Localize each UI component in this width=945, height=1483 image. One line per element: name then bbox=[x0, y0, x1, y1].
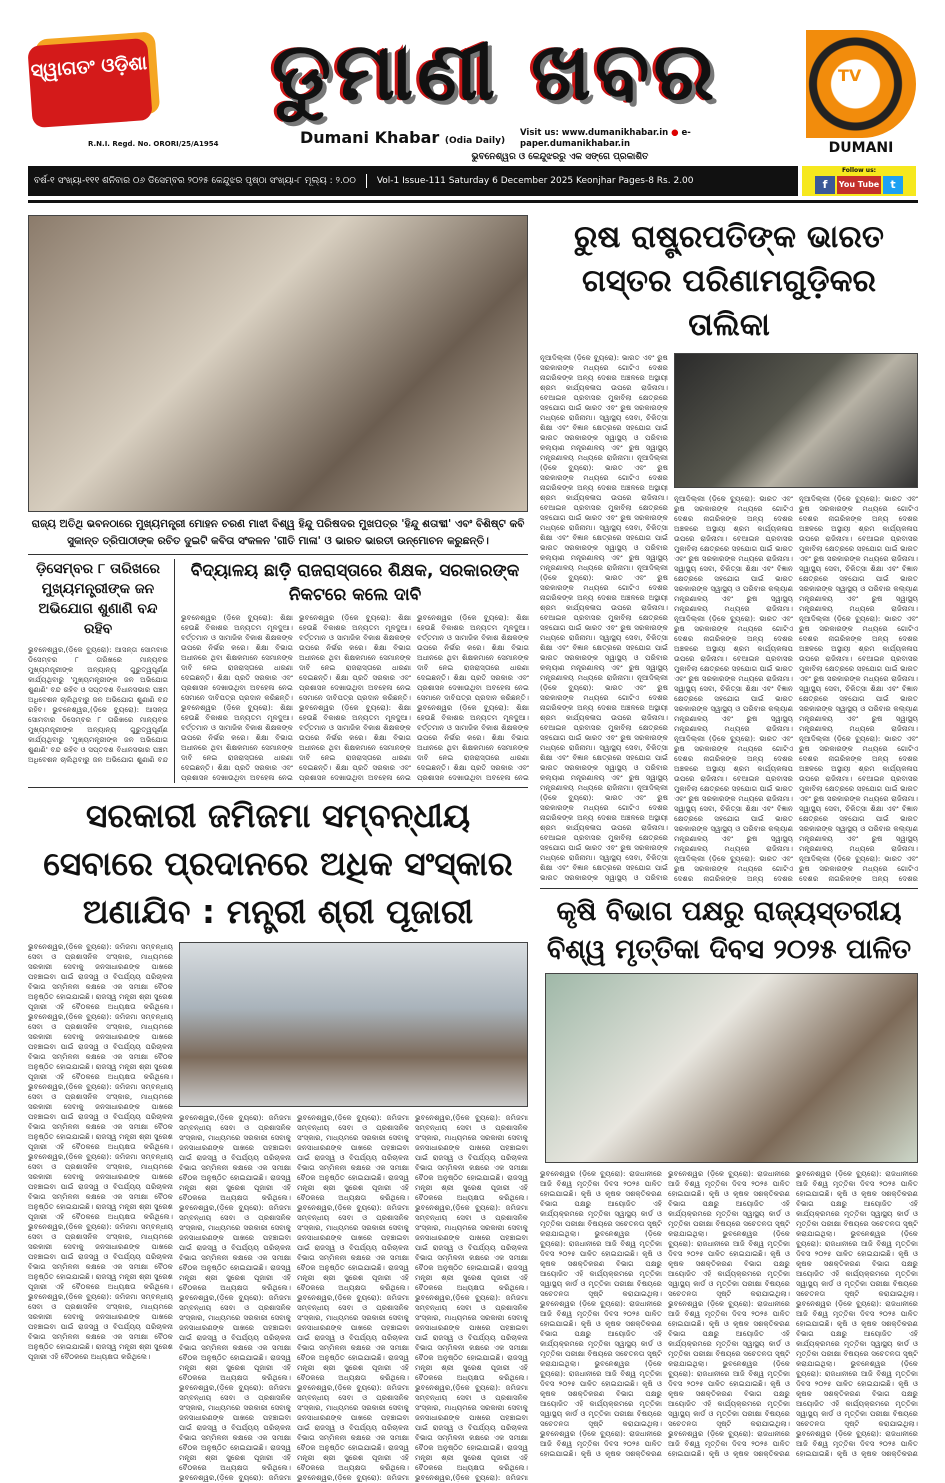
twitter-icon[interactable]: t bbox=[883, 176, 903, 194]
grievance-body: ଭୁବନେଶ୍ୱର,(ଡ଼ିକେ ବ୍ୟୁରୋ): ଆସନ୍ତା ସୋମବାର ଡିସେମ୍ବର ୮ ତାରିଖରେ ମାନ୍ୟବର ମୁଖ୍ୟମନ୍ତ୍ରୀଙ୍କ ଅନ୍ୟାନ୍ୟ ଗୁରୁତ୍ୱପୂର୍ଣ୍ଣ କାର୍ଯ୍ୟଥିବାରୁ 'ମୁଖ୍ୟମନ୍ତ୍ରୀଙ୍କ ଜନ ଅଭିଯୋଗ ଶୁଣାଣି' ବନ୍ଦ ରହିବ ଓ ସପ୍ତଦଶ ବିଧାନସଭାର ପଞ୍ଚମ ଅଧିବେଶନ ଚାଲିଥିବାରୁ ଜନ ଅଭିଯୋଗ ଶୁଣାଣି ବନ୍ଦ ରହିବ। ଭୁବନେଶ୍ୱର,(ଡ଼ିକେ ବ୍ୟୁରୋ): ଆସନ୍ତା ସୋମବାର ଡିସେମ୍ବର ୮ ତାରିଖରେ ମାନ୍ୟବର ମୁଖ୍ୟମନ୍ତ୍ରୀଙ୍କ ଅନ୍ୟାନ୍ୟ ଗୁରୁତ୍ୱପୂର୍ଣ୍ଣ କାର୍ଯ୍ୟଥିବାରୁ 'ମୁଖ୍ୟମନ୍ତ୍ରୀଙ୍କ ଜନ ଅଭିଯୋଗ ଶୁଣାଣି' ବନ୍ଦ ରହିବ ଓ ସପ୍ତଦଶ ବିଧାନସଭାର ପଞ୍ଚମ ଅଧିବେଶନ ଚାଲିଥିବାରୁ ଜନ ଅଭିଯୋଗ ଶୁଣାଣି ବନ୍ଦ bbox=[28, 645, 168, 764]
header-rule bbox=[28, 200, 918, 203]
land-meeting-photo bbox=[179, 942, 528, 1107]
russia-headline: ରୁଷ ରାଷ୍ଟ୍ରପତିଙ୍କ ଭାରତ ଗସ୍ତର ପରିଣାମଗୁଡ଼ିକର ତାଲିକା bbox=[574, 219, 884, 343]
follow-us-box bbox=[802, 166, 916, 196]
masthead-english-name: Dumani Khabar bbox=[300, 128, 440, 147]
teachers-body-col2: ଭୁବନେଶ୍ୱର (ଡ଼ିକେ ବ୍ୟୁରୋ): ଶିକ୍ଷା ହେଉଛି ବିକାଶର ଅନ୍ୟତମ ମୂଳଦୁଆ। ବର୍ତ୍ତମାନ ଓ ସାମାଜିକ ବିକାଶ ଶିକ୍ଷକଙ୍କ ଉପରେ ନିର୍ଭର କରେ। ଶିକ୍ଷା ବିଭାଗ ଅଧୀନରେ ଥିବା ଶିକ୍ଷକମାନେ ସେମାନଙ୍କ ଦାବି ନେଇ ରାଜରାସ୍ତାରେ ଧାରଣା ଦେଇଛନ୍ତି। ଶିକ୍ଷା ପ୍ରତି ସରକାର ଏବଂ ପ୍ରଶାସନ ଦେଖାଉଥିବା ଅବହେଳା ନେଇ ସେମାନେ ଦାବିପତ୍ର ପ୍ରଦାନ କରିଛନ୍ତି। ଭୁବନେଶ୍ୱର (ଡ଼ିକେ ବ୍ୟୁରୋ): ଶିକ୍ଷା ହେଉଛି ବିକାଶର ଅନ୍ୟତମ ମୂଳଦୁଆ। ବର୍ତ୍ତମାନ ଓ ସାମାଜିକ ବିକାଶ ଶିକ୍ଷକଙ୍କ ଉପରେ ନିର୍ଭର କରେ। ଶିକ୍ଷା ବିଭାଗ ଅଧୀନରେ ଥିବା ଶିକ୍ଷକମାନେ ସେମାନଙ୍କ ଦାବି ନେଇ ରାଜରାସ୍ତାରେ ଧାରଣା ଦେଇଛନ୍ତି। ଶିକ୍ଷା ପ୍ରତି ସରକାର ଏବଂ ପ୍ରଶାସନ ଦେଖାଉଥିବା ଅବହେଳା ନେଇ bbox=[299, 613, 411, 782]
bullet-icon: ● bbox=[671, 128, 679, 138]
land-headline: ସରକାରୀ ଜମିଜମା ସମ୍ବନ୍ଧୀୟ ସେବାରେ ପ୍ରଦାନରେ ଅଧିକ ସଂସ୍କାର ଅଣାଯିବ : ମନ୍ତ୍ରୀ ଶ୍ରୀ ପୂଜାରୀ bbox=[43, 796, 513, 931]
lead-photo-book-release bbox=[28, 215, 528, 512]
soil-columns bbox=[540, 1169, 918, 1459]
soil-body-col2: ଭୁବନେଶ୍ୱର (ଡ଼ିକେ ବ୍ୟୁରୋ): ରାଜଧାନୀରେ ଆଜି ବିଶ୍ୱ ମୃତ୍ତିକା ଦିବସ ୨୦୨୫ ପାଳିତ ହୋଇଯାଇଛି। କୃଷି ଓ କୃଷକ ସଶକ୍ତିକରଣ ବିଭାଗ ପକ୍ଷରୁ ଆୟୋଜିତ ଏହି କାର୍ଯ୍ୟକ୍ରମରେ ମୃତ୍ତିକା ସ୍ୱାସ୍ଥ୍ୟ କାର୍ଡ ଓ ମୃତ୍ତିକା ପରୀକ୍ଷା ବିଷୟରେ ସଚେତନତା ସୃଷ୍ଟି କରାଯାଇଥିଲା। ଭୁବନେଶ୍ୱର (ଡ଼ିକେ ବ୍ୟୁରୋ): ରାଜଧାନୀରେ ଆଜି ବିଶ୍ୱ ମୃତ୍ତିକା ଦିବସ ୨୦୨୫ ପାଳିତ ହୋଇଯାଇଛି। କୃଷି ଓ କୃଷକ ସଶକ୍ତିକରଣ ବିଭାଗ ପକ୍ଷରୁ ଆୟୋଜିତ ଏହି କାର୍ଯ୍ୟକ୍ରମରେ ମୃତ୍ତିକା ସ୍ୱାସ୍ଥ୍ୟ କାର୍ଡ ଓ ମୃତ୍ତିକା ପରୀକ୍ଷା ବିଷୟରେ ସଚେତନତା ସୃଷ୍ଟି କରାଯାଇଥିଲା। ଭୁବନେଶ୍ୱର (ଡ଼ିକେ ବ୍ୟୁରୋ): ରାଜଧାନୀରେ ଆଜି ବିଶ୍ୱ ମୃତ୍ତିକା ଦିବସ ୨୦୨୫ ପାଳିତ ହୋଇଯାଇଛି। କୃଷି ଓ କୃଷକ ସଶକ୍ତିକରଣ ବିଭାଗ ପକ୍ଷରୁ ଆୟୋଜିତ ଏହି କାର୍ଯ୍ୟକ୍ରମରେ ମୃତ୍ତିକା ସ୍ୱାସ୍ଥ୍ୟ କାର୍ଡ ଓ ମୃତ୍ତିକା ପରୀକ୍ଷା ବିଷୟରେ ସଚେତନତା ସୃଷ୍ଟି କରାଯାଇଥିଲା। ଭୁବନେଶ୍ୱର (ଡ଼ିକେ ବ୍ୟୁରୋ): ରାଜଧାନୀରେ ଆଜି ବିଶ୍ୱ ମୃତ୍ତିକା ଦିବସ ୨୦୨୫ ପାଳିତ ହୋଇଯାଇଛି। କୃଷି ଓ କୃଷକ ସଶକ୍ତିକରଣ ବିଭାଗ ପକ୍ଷରୁ ଆୟୋଜିତ ଏହି କାର୍ଯ୍ୟକ୍ରମରେ ମୃତ୍ତିକା ସ୍ୱାସ୍ଥ୍ୟ କାର୍ଡ ଓ ମୃତ୍ତିକା ପରୀକ୍ଷା ବିଷୟରେ ସଚେତନତା ସୃଷ୍ଟି କରାଯାଇଥିଲା। ଭୁବନେଶ୍ୱର (ଡ଼ିକେ ବ୍ୟୁରୋ): ରାଜଧାନୀରେ ଆଜି ବିଶ୍ୱ ମୃତ୍ତିକା ଦିବସ ୨୦୨୫ ପାଳିତ ହୋଇଯାଇଛି। କୃଷି ଓ କୃଷକ ସଶକ୍ତିକରଣ bbox=[668, 1169, 790, 1458]
issue-info-odia: ବର୍ଷ-୧ ସଂଖ୍ୟା-୧୧୧ ଶନିବାର ୦୬ ଡିସେମ୍ବର ୨୦୨୫ କେନ୍ଦୁଝର ପୃଷ୍ଠା ସଂଖ୍ୟା-୮ ମୂଲ୍ୟ : ୨.୦୦ bbox=[34, 176, 356, 186]
soil-body-col3: ଭୁବନେଶ୍ୱର (ଡ଼ିକେ ବ୍ୟୁରୋ): ରାଜଧାନୀରେ ଆଜି ବିଶ୍ୱ ମୃତ୍ତିକା ଦିବସ ୨୦୨୫ ପାଳିତ ହୋଇଯାଇଛି। କୃଷି ଓ କୃଷକ ସଶକ୍ତିକରଣ ବିଭାଗ ପକ୍ଷରୁ ଆୟୋଜିତ ଏହି କାର୍ଯ୍ୟକ୍ରମରେ ମୃତ୍ତିକା ସ୍ୱାସ୍ଥ୍ୟ କାର୍ଡ ଓ ମୃତ୍ତିକା ପରୀକ୍ଷା ବିଷୟରେ ସଚେତନତା ସୃଷ୍ଟି କରାଯାଇଥିଲା। ଭୁବନେଶ୍ୱର (ଡ଼ିକେ ବ୍ୟୁରୋ): ରାଜଧାନୀରେ ଆଜି ବିଶ୍ୱ ମୃତ୍ତିକା ଦିବସ ୨୦୨୫ ପାଳିତ ହୋଇଯାଇଛି। କୃଷି ଓ କୃଷକ ସଶକ୍ତିକରଣ ବିଭାଗ ପକ୍ଷରୁ ଆୟୋଜିତ ଏହି କାର୍ଯ୍ୟକ୍ରମରେ ମୃତ୍ତିକା ସ୍ୱାସ୍ଥ୍ୟ କାର୍ଡ ଓ ମୃତ୍ତିକା ପରୀକ୍ଷା ବିଷୟରେ ସଚେତନତା ସୃଷ୍ଟି କରାଯାଇଥିଲା। ଭୁବନେଶ୍ୱର (ଡ଼ିକେ ବ୍ୟୁରୋ): ରାଜଧାନୀରେ ଆଜି ବିଶ୍ୱ ମୃତ୍ତିକା ଦିବସ ୨୦୨୫ ପାଳିତ ହୋଇଯାଇଛି। କୃଷି ଓ କୃଷକ ସଶକ୍ତିକରଣ ବିଭାଗ ପକ୍ଷରୁ ଆୟୋଜିତ ଏହି କାର୍ଯ୍ୟକ୍ରମରେ ମୃତ୍ତିକା ସ୍ୱାସ୍ଥ୍ୟ କାର୍ଡ ଓ ମୃତ୍ତିକା ପରୀକ୍ଷା ବିଷୟରେ ସଚେତନତା ସୃଷ୍ଟି କରାଯାଇଥିଲା। ଭୁବନେଶ୍ୱର (ଡ଼ିକେ ବ୍ୟୁରୋ): ରାଜଧାନୀରେ ଆଜି ବିଶ୍ୱ ମୃତ୍ତିକା ଦିବସ ୨୦୨୫ ପାଳିତ ହୋଇଯାଇଛି। କୃଷି ଓ କୃଷକ ସଶକ୍ତିକରଣ ବିଭାଗ ପକ୍ଷରୁ ଆୟୋଜିତ ଏହି କାର୍ଯ୍ୟକ୍ରମରେ ମୃତ୍ତିକା ସ୍ୱାସ୍ଥ୍ୟ କାର୍ଡ ଓ ମୃତ୍ତିକା ପରୀକ୍ଷା ବିଷୟରେ ସଚେତନତା ସୃଷ୍ଟି କରାଯାଇଥିଲା। ଭୁବନେଶ୍ୱର (ଡ଼ିକେ ବ୍ୟୁରୋ): ରାଜଧାନୀରେ ଆଜି ବିଶ୍ୱ ମୃତ୍ତିକା ଦିବସ ୨୦୨୫ ପାଳିତ ହୋଇଯାଇଛି। କୃଷି ଓ କୃଷକ ସଶକ୍ତିକରଣ bbox=[796, 1169, 918, 1458]
masthead-title: ଡୁମାଣୀ ଖବର bbox=[271, 25, 719, 118]
land-body-col4: ଭୁବନେଶ୍ୱର,(ଡ଼ିକେ ବ୍ୟୁରୋ): ଜମିଜମା ସମ୍ବନ୍ଧୀୟ ସେବା ଓ ପ୍ରଶାସନିକ ସଂସ୍କାର, ମାଧ୍ୟମରେ ସରକାରୀ ସେବାକୁ ଜନସାଧାରଣଙ୍କ ପାଖରେ ପହଞ୍ଚାଇବା ପାଇଁ ରାଜସ୍ୱ ଓ ବିପର୍ଯ୍ୟୟ ପରିଚାଳନା ବିଭାଗ ସମ୍ମିଳନୀ କକ୍ଷରେ ଏକ ସମୀକ୍ଷା ବୈଠକ ଅନୁଷ୍ଠିତ ହୋଇଯାଇଛି। ରାଜସ୍ୱ ମନ୍ତ୍ରୀ ଶ୍ରୀ ସୁରେଶ ପୂଜାରୀ ଏହି ବୈଠକରେ ଅଧ୍ୟକ୍ଷତା କରିଥିଲେ। ଭୁବନେଶ୍ୱର,(ଡ଼ିକେ ବ୍ୟୁରୋ): ଜମିଜମା ସମ୍ବନ୍ଧୀୟ ସେବା ଓ ପ୍ରଶାସନିକ ସଂସ୍କାର, ମାଧ୍ୟମରେ ସରକାରୀ ସେବାକୁ ଜନସାଧାରଣଙ୍କ ପାଖରେ ପହଞ୍ଚାଇବା ପାଇଁ ରାଜସ୍ୱ ଓ ବିପର୍ଯ୍ୟୟ ପରିଚାଳନା ବିଭାଗ ସମ୍ମିଳନୀ କକ୍ଷରେ ଏକ ସମୀକ୍ଷା ବୈଠକ ଅନୁଷ୍ଠିତ ହୋଇଯାଇଛି। ରାଜସ୍ୱ ମନ୍ତ୍ରୀ ଶ୍ରୀ ସୁରେଶ ପୂଜାରୀ ଏହି ବୈଠକରେ ଅଧ୍ୟକ୍ଷତା କରିଥିଲେ। ଭୁବନେଶ୍ୱର,(ଡ଼ିକେ ବ୍ୟୁରୋ): ଜମିଜମା ସମ୍ବନ୍ଧୀୟ ସେବା ଓ ପ୍ରଶାସନିକ ସଂସ୍କାର, ମାଧ୍ୟମରେ ସରକାରୀ ସେବାକୁ ଜନସାଧାରଣଙ୍କ ପାଖରେ ପହଞ୍ଚାଇବା ପାଇଁ ରାଜସ୍ୱ ଓ ବିପର୍ଯ୍ୟୟ ପରିଚାଳନା ବିଭାଗ ସମ୍ମିଳନୀ କକ୍ଷରେ ଏକ ସମୀକ୍ଷା ବୈଠକ ଅନୁଷ୍ଠିତ ହୋଇଯାଇଛି। ରାଜସ୍ୱ ମନ୍ତ୍ରୀ ଶ୍ରୀ ସୁରେଶ ପୂଜାରୀ ଏହି ବୈଠକରେ ଅଧ୍ୟକ୍ଷତା କରିଥିଲେ। ଭୁବନେଶ୍ୱର,(ଡ଼ିକେ ବ୍ୟୁରୋ): ଜମିଜମା ସମ୍ବନ୍ଧୀୟ ସେବା ଓ ପ୍ରଶାସନିକ ସଂସ୍କାର, ମାଧ୍ୟମରେ ସରକାରୀ ସେବାକୁ ଜନସାଧାରଣଙ୍କ ପାଖରେ ପହଞ୍ଚାଇବା ପାଇଁ ରାଜସ୍ୱ ଓ ବିପର୍ଯ୍ୟୟ ପରିଚାଳନା ବିଭାଗ ସମ୍ମିଳନୀ କକ୍ଷରେ ଏକ ସମୀକ୍ଷା ବୈଠକ ଅନୁଷ୍ଠିତ ହୋଇଯାଇଛି। ରାଜସ୍ୱ ମନ୍ତ୍ରୀ ଶ୍ରୀ ସୁରେଶ ପୂଜାରୀ ଏହି ବୈଠକରେ ଅଧ୍ୟକ୍ଷତା କରିଥିଲେ। ଭୁବନେଶ୍ୱର,(ଡ଼ିକେ ବ୍ୟୁରୋ): ଜମିଜମା bbox=[415, 1113, 528, 1482]
epaper-link[interactable]: e-paper.dumanikhabar.in bbox=[520, 128, 691, 149]
issue-info-english: Vol-1 Issue-111 Saturday 6 December 2025 Keonjhar Pages-8 Rs. 2.00 bbox=[376, 176, 694, 186]
right-column bbox=[540, 215, 918, 1483]
land-right bbox=[179, 942, 528, 1483]
soil-body-col1: ଭୁବନେଶ୍ୱର (ଡ଼ିକେ ବ୍ୟୁରୋ): ରାଜଧାନୀରେ ଆଜି ବିଶ୍ୱ ମୃତ୍ତିକା ଦିବସ ୨୦୨୫ ପାଳିତ ହୋଇଯାଇଛି। କୃଷି ଓ କୃଷକ ସଶକ୍ତିକରଣ ବିଭାଗ ପକ୍ଷରୁ ଆୟୋଜିତ ଏହି କାର୍ଯ୍ୟକ୍ରମରେ ମୃତ୍ତିକା ସ୍ୱାସ୍ଥ୍ୟ କାର୍ଡ ଓ ମୃତ୍ତିକା ପରୀକ୍ଷା ବିଷୟରେ ସଚେତନତା ସୃଷ୍ଟି କରାଯାଇଥିଲା। ଭୁବନେଶ୍ୱର (ଡ଼ିକେ ବ୍ୟୁରୋ): ରାଜଧାନୀରେ ଆଜି ବିଶ୍ୱ ମୃତ୍ତିକା ଦିବସ ୨୦୨୫ ପାଳିତ ହୋଇଯାଇଛି। କୃଷି ଓ କୃଷକ ସଶକ୍ତିକରଣ ବିଭାଗ ପକ୍ଷରୁ ଆୟୋଜିତ ଏହି କାର୍ଯ୍ୟକ୍ରମରେ ମୃତ୍ତିକା ସ୍ୱାସ୍ଥ୍ୟ କାର୍ଡ ଓ ମୃତ୍ତିକା ପରୀକ୍ଷା ବିଷୟରେ ସଚେତନତା ସୃଷ୍ଟି କରାଯାଇଥିଲା। ଭୁବନେଶ୍ୱର (ଡ଼ିକେ ବ୍ୟୁରୋ): ରାଜଧାନୀରେ ଆଜି ବିଶ୍ୱ ମୃତ୍ତିକା ଦିବସ ୨୦୨୫ ପାଳିତ ହୋଇଯାଇଛି। କୃଷି ଓ କୃଷକ ସଶକ୍ତିକରଣ ବିଭାଗ ପକ୍ଷରୁ ଆୟୋଜିତ ଏହି କାର୍ଯ୍ୟକ୍ରମରେ ମୃତ୍ତିକା ସ୍ୱାସ୍ଥ୍ୟ କାର୍ଡ ଓ ମୃତ୍ତିକା ପରୀକ୍ଷା ବିଷୟରେ ସଚେତନତା ସୃଷ୍ଟି କରାଯାଇଥିଲା। ଭୁବନେଶ୍ୱର (ଡ଼ିକେ ବ୍ୟୁରୋ): ରାଜଧାନୀରେ ଆଜି ବିଶ୍ୱ ମୃତ୍ତିକା ଦିବସ ୨୦୨୫ ପାଳିତ ହୋଇଯାଇଛି। କୃଷି ଓ କୃଷକ ସଶକ୍ତିକରଣ ବିଭାଗ ପକ୍ଷରୁ ଆୟୋଜିତ ଏହି କାର୍ଯ୍ୟକ୍ରମରେ ମୃତ୍ତିକା ସ୍ୱାସ୍ଥ୍ୟ କାର୍ଡ ଓ ମୃତ୍ତିକା ପରୀକ୍ଷା ବିଷୟରେ ସଚେତନତା ସୃଷ୍ଟି କରାଯାଇଥିଲା। ଭୁବନେଶ୍ୱର (ଡ଼ିକେ ବ୍ୟୁରୋ): ରାଜଧାନୀରେ ଆଜି ବିଶ୍ୱ ମୃତ୍ତିକା ଦିବସ ୨୦୨୫ ପାଳିତ ହୋଇଯାଇଛି। କୃଷି ଓ କୃଷକ ସଶକ୍ତିକରଣ bbox=[540, 1169, 662, 1458]
divider bbox=[28, 787, 528, 788]
soil-day-photo bbox=[545, 973, 918, 1163]
masthead-header bbox=[0, 0, 945, 166]
dumani-label: DUMANI bbox=[828, 140, 894, 156]
teachers-story bbox=[181, 559, 529, 783]
lead-photo-caption: ରାଜ୍ୟ ଅତିଥି ଭବନଠାରେ ମୁଖ୍ୟମନ୍ତ୍ରୀ ମୋହନ ଚରଣ ମାଝୀ ବିଶ୍ୱ ହିନ୍ଦୁ ପରିଷଦର ମୁଖପତ୍ର 'ହିନ୍ଦୁ ଶତାବ୍ଦୀ' ଏବଂ ବିଶିଷ୍ଟ କବି ସୁକାନ୍ତ ତ୍ରିପାଠୀଙ୍କ ରଚିତ ଦୁଇଟି କବିତା ସଂକଳନ 'ଗୀତି ମାଳା' ଓ ଭାରତ ଭାରତୀ ଉନ୍ମୋଚନ କରୁଛନ୍ତି। bbox=[31, 518, 525, 547]
land-body-col2: ଭୁବନେଶ୍ୱର,(ଡ଼ିକେ ବ୍ୟୁରୋ): ଜମିଜମା ସମ୍ବନ୍ଧୀୟ ସେବା ଓ ପ୍ରଶାସନିକ ସଂସ୍କାର, ମାଧ୍ୟମରେ ସରକାରୀ ସେବାକୁ ଜନସାଧାରଣଙ୍କ ପାଖରେ ପହଞ୍ଚାଇବା ପାଇଁ ରାଜସ୍ୱ ଓ ବିପର୍ଯ୍ୟୟ ପରିଚାଳନା ବିଭାଗ ସମ୍ମିଳନୀ କକ୍ଷରେ ଏକ ସମୀକ୍ଷା ବୈଠକ ଅନୁଷ୍ଠିତ ହୋଇଯାଇଛି। ରାଜସ୍ୱ ମନ୍ତ୍ରୀ ଶ୍ରୀ ସୁରେଶ ପୂଜାରୀ ଏହି ବୈଠକରେ ଅଧ୍ୟକ୍ଷତା କରିଥିଲେ। ଭୁବନେଶ୍ୱର,(ଡ଼ିକେ ବ୍ୟୁରୋ): ଜମିଜମା ସମ୍ବନ୍ଧୀୟ ସେବା ଓ ପ୍ରଶାସନିକ ସଂସ୍କାର, ମାଧ୍ୟମରେ ସରକାରୀ ସେବାକୁ ଜନସାଧାରଣଙ୍କ ପାଖରେ ପହଞ୍ଚାଇବା ପାଇଁ ରାଜସ୍ୱ ଓ ବିପର୍ଯ୍ୟୟ ପରିଚାଳନା ବିଭାଗ ସମ୍ମିଳନୀ କକ୍ଷରେ ଏକ ସମୀକ୍ଷା ବୈଠକ ଅନୁଷ୍ଠିତ ହୋଇଯାଇଛି। ରାଜସ୍ୱ ମନ୍ତ୍ରୀ ଶ୍ରୀ ସୁରେଶ ପୂଜାରୀ ଏହି ବୈଠକରେ ଅଧ୍ୟକ୍ଷତା କରିଥିଲେ। ଭୁବନେଶ୍ୱର,(ଡ଼ିକେ ବ୍ୟୁରୋ): ଜମିଜମା ସମ୍ବନ୍ଧୀୟ ସେବା ଓ ପ୍ରଶାସନିକ ସଂସ୍କାର, ମାଧ୍ୟମରେ ସରକାରୀ ସେବାକୁ ଜନସାଧାରଣଙ୍କ ପାଖରେ ପହଞ୍ଚାଇବା ପାଇଁ ରାଜସ୍ୱ ଓ ବିପର୍ଯ୍ୟୟ ପରିଚାଳନା ବିଭାଗ ସମ୍ମିଳନୀ କକ୍ଷରେ ଏକ ସମୀକ୍ଷା ବୈଠକ ଅନୁଷ୍ଠିତ ହୋଇଯାଇଛି। ରାଜସ୍ୱ ମନ୍ତ୍ରୀ ଶ୍ରୀ ସୁରେଶ ପୂଜାରୀ ଏହି ବୈଠକରେ ଅଧ୍ୟକ୍ଷତା କରିଥିଲେ। ଭୁବନେଶ୍ୱର,(ଡ଼ିକେ ବ୍ୟୁରୋ): ଜମିଜମା ସମ୍ବନ୍ଧୀୟ ସେବା ଓ ପ୍ରଶାସନିକ ସଂସ୍କାର, ମାଧ୍ୟମରେ ସରକାରୀ ସେବାକୁ ଜନସାଧାରଣଙ୍କ ପାଖରେ ପହଞ୍ଚାଇବା ପାଇଁ ରାଜସ୍ୱ ଓ ବିପର୍ଯ୍ୟୟ ପରିଚାଳନା ବିଭାଗ ସମ୍ମିଳନୀ କକ୍ଷରେ ଏକ ସମୀକ୍ଷା ବୈଠକ ଅନୁଷ୍ଠିତ ହୋଇଯାଇଛି। ରାଜସ୍ୱ ମନ୍ତ୍ରୀ ଶ୍ରୀ ସୁରେଶ ପୂଜାରୀ ଏହି ବୈଠକରେ ଅଧ୍ୟକ୍ଷତା କରିଥିଲେ। ଭୁବନେଶ୍ୱର,(ଡ଼ିକେ ବ୍ୟୁରୋ): ଜମିଜମା bbox=[179, 1113, 291, 1482]
russia-columns bbox=[674, 494, 918, 884]
divider bbox=[28, 554, 528, 555]
russia-body-col2: ନୂଆଦିଲ୍ଲୀ (ଡ଼ିକେ ବ୍ୟୁରୋ): ଭାରତ ଏବଂ ରୁଷ ସରକାରଙ୍କ ମଧ୍ୟରେ ଗୋଟିଏ ଦେଶର ନାଗରିକଙ୍କ ଅନ୍ୟ ଦେଶର ଅଞ୍ଚଳରେ ଅସ୍ଥାୟୀ ଶ୍ରମ କାର୍ଯ୍ୟକଳାପ ଉପରେ ରାଜିନାମା। ବେଆଇନ ପ୍ରବାସର ମୁକାବିଲା କ୍ଷେତ୍ରରେ ସହଯୋଗ ପାଇଁ ଭାରତ ଏବଂ ରୁଷ ସରକାରଙ୍କ ମଧ୍ୟରେ ରାଜିନାମା। ସ୍ୱାସ୍ଥ୍ୟ ସେବା, ଚିକିତ୍ସା ଶିକ୍ଷା ଏବଂ ବିଜ୍ଞାନ କ୍ଷେତ୍ରରେ ସହଯୋଗ ପାଇଁ ଭାରତ ସରକାରଙ୍କ ସ୍ୱାସ୍ଥ୍ୟ ଓ ପରିବାର କଲ୍ୟାଣ ମନ୍ତ୍ରଣାଳୟ ଏବଂ ରୁଷ ସ୍ୱାସ୍ଥ୍ୟ ମନ୍ତ୍ରଣାଳୟ ମଧ୍ୟରେ ରାଜିନାମା। ନୂଆଦିଲ୍ଲୀ (ଡ଼ିକେ ବ୍ୟୁରୋ): ଭାରତ ଏବଂ ରୁଷ ସରକାରଙ୍କ ମଧ୍ୟରେ ଗୋଟିଏ ଦେଶର ନାଗରିକଙ୍କ ଅନ୍ୟ ଦେଶର ଅଞ୍ଚଳରେ ଅସ୍ଥାୟୀ ଶ୍ରମ କାର୍ଯ୍ୟକଳାପ ଉପରେ ରାଜିନାମା। ବେଆଇନ ପ୍ରବାସର ମୁକାବିଲା କ୍ଷେତ୍ରରେ ସହଯୋଗ ପାଇଁ ଭାରତ ଏବଂ ରୁଷ ସରକାରଙ୍କ ମଧ୍ୟରେ ରାଜିନାମା। ସ୍ୱାସ୍ଥ୍ୟ ସେବା, ଚିକିତ୍ସା ଶିକ୍ଷା ଏବଂ ବିଜ୍ଞାନ କ୍ଷେତ୍ରରେ ସହଯୋଗ ପାଇଁ ଭାରତ ସରକାରଙ୍କ ସ୍ୱାସ୍ଥ୍ୟ ଓ ପରିବାର କଲ୍ୟାଣ ମନ୍ତ୍ରଣାଳୟ ଏବଂ ରୁଷ ସ୍ୱାସ୍ଥ୍ୟ ମନ୍ତ୍ରଣାଳୟ ମଧ୍ୟରେ ରାଜିନାମା। ନୂଆଦିଲ୍ଲୀ (ଡ଼ିକେ ବ୍ୟୁରୋ): ଭାରତ ଏବଂ ରୁଷ ସରକାରଙ୍କ ମଧ୍ୟରେ ଗୋଟିଏ ଦେଶର ନାଗରିକଙ୍କ ଅନ୍ୟ ଦେଶର ଅଞ୍ଚଳରେ ଅସ୍ଥାୟୀ ଶ୍ରମ କାର୍ଯ୍ୟକଳାପ ଉପରେ ରାଜିନାମା। ବେଆଇନ ପ୍ରବାସର ମୁକାବିଲା କ୍ଷେତ୍ରରେ ସହଯୋଗ ପାଇଁ ଭାରତ ଏବଂ ରୁଷ ସରକାରଙ୍କ ମଧ୍ୟରେ ରାଜିନାମା। ସ୍ୱାସ୍ଥ୍ୟ ସେବା, ଚିକିତ୍ସା ଶିକ୍ଷା ଏବଂ ବିଜ୍ଞାନ କ୍ଷେତ୍ରରେ ସହଯୋଗ ପାଇଁ ଭାରତ ସରକାରଙ୍କ ସ୍ୱାସ୍ଥ୍ୟ ଓ ପରିବାର କଲ୍ୟାଣ ମନ୍ତ୍ରଣାଳୟ ଏବଂ ରୁଷ ସ୍ୱାସ୍ଥ୍ୟ ମନ୍ତ୍ରଣାଳୟ ମଧ୍ୟରେ ରାଜିନାମା। ନୂଆଦିଲ୍ଲୀ (ଡ଼ିକେ ବ୍ୟୁରୋ): ଭାରତ ଏବଂ ରୁଷ ସରକାରଙ୍କ ମଧ୍ୟରେ ଗୋଟିଏ ଦେଶର ନାଗରିକଙ୍କ ଅନ୍ୟ ଦେଶର bbox=[674, 494, 793, 883]
grievance-headline: ଡ଼ିସେମ୍ବର ୮ ତାରିଖରେ ମୁଖ୍ୟମନ୍ତ୍ରୀଙ୍କ ଜନ ଅଭିଯୋଗ ଶୁଣାଣି ବନ୍ଦ ରହିବ bbox=[35, 561, 161, 637]
teachers-columns bbox=[181, 613, 529, 783]
land-story bbox=[28, 942, 528, 1483]
teachers-headline: ବିଦ୍ୟାଳୟ ଛାଡ଼ି ରାଜରାସ୍ତାରେ ଶିକ୍ଷକ, ସରକାରଙ୍କ ନିକଟରେ କଲେ ଦାବି bbox=[190, 561, 520, 605]
teachers-body-col3: ଭୁବନେଶ୍ୱର (ଡ଼ିକେ ବ୍ୟୁରୋ): ଶିକ୍ଷା ହେଉଛି ବିକାଶର ଅନ୍ୟତମ ମୂଳଦୁଆ। ବର୍ତ୍ତମାନ ଓ ସାମାଜିକ ବିକାଶ ଶିକ୍ଷକଙ୍କ ଉପରେ ନିର୍ଭର କରେ। ଶିକ୍ଷା ବିଭାଗ ଅଧୀନରେ ଥିବା ଶିକ୍ଷକମାନେ ସେମାନଙ୍କ ଦାବି ନେଇ ରାଜରାସ୍ତାରେ ଧାରଣା ଦେଇଛନ୍ତି। ଶିକ୍ଷା ପ୍ରତି ସରକାର ଏବଂ ପ୍ରଶାସନ ଦେଖାଉଥିବା ଅବହେଳା ନେଇ ସେମାନେ ଦାବିପତ୍ର ପ୍ରଦାନ କରିଛନ୍ତି। ଭୁବନେଶ୍ୱର (ଡ଼ିକେ ବ୍ୟୁରୋ): ଶିକ୍ଷା ହେଉଛି ବିକାଶର ଅନ୍ୟତମ ମୂଳଦୁଆ। ବର୍ତ୍ତମାନ ଓ ସାମାଜିକ ବିକାଶ ଶିକ୍ଷକଙ୍କ ଉପରେ ନିର୍ଭର କରେ। ଶିକ୍ଷା ବିଭାଗ ଅଧୀନରେ ଥିବା ଶିକ୍ଷକମାନେ ସେମାନଙ୍କ ଦାବି ନେଇ ରାଜରାସ୍ତାରେ ଧାରଣା ଦେଇଛନ୍ତି। ଶିକ୍ଷା ପ୍ରତି ସରକାର ଏବଂ ପ୍ରଶାସନ ଦେଖାଉଥିବା ଅବହେଳା ନେଇ bbox=[417, 613, 529, 782]
swagatam-odisha-logo: ସ୍ୱାଗତଂ ଓଡ଼ିଶା bbox=[27, 38, 152, 128]
land-body-col3: ଭୁବନେଶ୍ୱର,(ଡ଼ିକେ ବ୍ୟୁରୋ): ଜମିଜମା ସମ୍ବନ୍ଧୀୟ ସେବା ଓ ପ୍ରଶାସନିକ ସଂସ୍କାର, ମାଧ୍ୟମରେ ସରକାରୀ ସେବାକୁ ଜନସାଧାରଣଙ୍କ ପାଖରେ ପହଞ୍ଚାଇବା ପାଇଁ ରାଜସ୍ୱ ଓ ବିପର୍ଯ୍ୟୟ ପରିଚାଳନା ବିଭାଗ ସମ୍ମିଳନୀ କକ୍ଷରେ ଏକ ସମୀକ୍ଷା ବୈଠକ ଅନୁଷ୍ଠିତ ହୋଇଯାଇଛି। ରାଜସ୍ୱ ମନ୍ତ୍ରୀ ଶ୍ରୀ ସୁରେଶ ପୂଜାରୀ ଏହି ବୈଠକରେ ଅଧ୍ୟକ୍ଷତା କରିଥିଲେ। ଭୁବନେଶ୍ୱର,(ଡ଼ିକେ ବ୍ୟୁରୋ): ଜମିଜମା ସମ୍ବନ୍ଧୀୟ ସେବା ଓ ପ୍ରଶାସନିକ ସଂସ୍କାର, ମାଧ୍ୟମରେ ସରକାରୀ ସେବାକୁ ଜନସାଧାରଣଙ୍କ ପାଖରେ ପହଞ୍ଚାଇବା ପାଇଁ ରାଜସ୍ୱ ଓ ବିପର୍ଯ୍ୟୟ ପରିଚାଳନା ବିଭାଗ ସମ୍ମିଳନୀ କକ୍ଷରେ ଏକ ସମୀକ୍ଷା ବୈଠକ ଅନୁଷ୍ଠିତ ହୋଇଯାଇଛି। ରାଜସ୍ୱ ମନ୍ତ୍ରୀ ଶ୍ରୀ ସୁରେଶ ପୂଜାରୀ ଏହି ବୈଠକରେ ଅଧ୍ୟକ୍ଷତା କରିଥିଲେ। ଭୁବନେଶ୍ୱର,(ଡ଼ିକେ ବ୍ୟୁରୋ): ଜମିଜମା ସମ୍ବନ୍ଧୀୟ ସେବା ଓ ପ୍ରଶାସନିକ ସଂସ୍କାର, ମାଧ୍ୟମରେ ସରକାରୀ ସେବାକୁ ଜନସାଧାରଣଙ୍କ ପାଖରେ ପହଞ୍ଚାଇବା ପାଇଁ ରାଜସ୍ୱ ଓ ବିପର୍ଯ୍ୟୟ ପରିଚାଳନା ବିଭାଗ ସମ୍ମିଳନୀ କକ୍ଷରେ ଏକ ସମୀକ୍ଷା ବୈଠକ ଅନୁଷ୍ଠିତ ହୋଇଯାଇଛି। ରାଜସ୍ୱ ମନ୍ତ୍ରୀ ଶ୍ରୀ ସୁରେଶ ପୂଜାରୀ ଏହି ବୈଠକରେ ଅଧ୍ୟକ୍ଷତା କରିଥିଲେ। ଭୁବନେଶ୍ୱର,(ଡ଼ିକେ ବ୍ୟୁରୋ): ଜମିଜମା ସମ୍ବନ୍ଧୀୟ ସେବା ଓ ପ୍ରଶାସନିକ ସଂସ୍କାର, ମାଧ୍ୟମରେ ସରକାରୀ ସେବାକୁ ଜନସାଧାରଣଙ୍କ ପାଖରେ ପହଞ୍ଚାଇବା ପାଇଁ ରାଜସ୍ୱ ଓ ବିପର୍ଯ୍ୟୟ ପରିଚାଳନା ବିଭାଗ ସମ୍ମିଳନୀ କକ୍ଷରେ ଏକ ସମୀକ୍ଷା ବୈଠକ ଅନୁଷ୍ଠିତ ହୋଇଯାଇଛି। ରାଜସ୍ୱ ମନ୍ତ୍ରୀ ଶ୍ରୀ ସୁରେଶ ପୂଜାରୀ ଏହି ବୈଠକରେ ଅଧ୍ୟକ୍ଷତା କରିଥିଲେ। ଭୁବନେଶ୍ୱର,(ଡ଼ିକେ ବ୍ୟୁରୋ): ଜମିଜମା bbox=[297, 1113, 409, 1482]
divider bbox=[540, 888, 918, 889]
website-links bbox=[520, 128, 800, 150]
left-column bbox=[28, 215, 528, 1483]
youtube-icon[interactable]: You Tube bbox=[837, 176, 881, 194]
russia-right bbox=[674, 353, 918, 884]
rni-number: R.N.I. Regd. No. ORORI/25/A1954 bbox=[88, 140, 219, 148]
russia-photo bbox=[674, 353, 918, 488]
russia-body-col3: ନୂଆଦିଲ୍ଲୀ (ଡ଼ିକେ ବ୍ୟୁରୋ): ଭାରତ ଏବଂ ରୁଷ ସରକାରଙ୍କ ମଧ୍ୟରେ ଗୋଟିଏ ଦେଶର ନାଗରିକଙ୍କ ଅନ୍ୟ ଦେଶର ଅଞ୍ଚଳରେ ଅସ୍ଥାୟୀ ଶ୍ରମ କାର୍ଯ୍ୟକଳାପ ଉପରେ ରାଜିନାମା। ବେଆଇନ ପ୍ରବାସର ମୁକାବିଲା କ୍ଷେତ୍ରରେ ସହଯୋଗ ପାଇଁ ଭାରତ ଏବଂ ରୁଷ ସରକାରଙ୍କ ମଧ୍ୟରେ ରାଜିନାମା। ସ୍ୱାସ୍ଥ୍ୟ ସେବା, ଚିକିତ୍ସା ଶିକ୍ଷା ଏବଂ ବିଜ୍ଞାନ କ୍ଷେତ୍ରରେ ସହଯୋଗ ପାଇଁ ଭାରତ ସରକାରଙ୍କ ସ୍ୱାସ୍ଥ୍ୟ ଓ ପରିବାର କଲ୍ୟାଣ ମନ୍ତ୍ରଣାଳୟ ଏବଂ ରୁଷ ସ୍ୱାସ୍ଥ୍ୟ ମନ୍ତ୍ରଣାଳୟ ମଧ୍ୟରେ ରାଜିନାମା। ନୂଆଦିଲ୍ଲୀ (ଡ଼ିକେ ବ୍ୟୁରୋ): ଭାରତ ଏବଂ ରୁଷ ସରକାରଙ୍କ ମଧ୍ୟରେ ଗୋଟିଏ ଦେଶର ନାଗରିକଙ୍କ ଅନ୍ୟ ଦେଶର ଅଞ୍ଚଳରେ ଅସ୍ଥାୟୀ ଶ୍ରମ କାର୍ଯ୍ୟକଳାପ ଉପରେ ରାଜିନାମା। ବେଆଇନ ପ୍ରବାସର ମୁକାବିଲା କ୍ଷେତ୍ରରେ ସହଯୋଗ ପାଇଁ ଭାରତ ଏବଂ ରୁଷ ସରକାରଙ୍କ ମଧ୍ୟରେ ରାଜିନାମା। ସ୍ୱାସ୍ଥ୍ୟ ସେବା, ଚିକିତ୍ସା ଶିକ୍ଷା ଏବଂ ବିଜ୍ଞାନ କ୍ଷେତ୍ରରେ ସହଯୋଗ ପାଇଁ ଭାରତ ସରକାରଙ୍କ ସ୍ୱାସ୍ଥ୍ୟ ଓ ପରିବାର କଲ୍ୟାଣ ମନ୍ତ୍ରଣାଳୟ ଏବଂ ରୁଷ ସ୍ୱାସ୍ଥ୍ୟ ମନ୍ତ୍ରଣାଳୟ ମଧ୍ୟରେ ରାଜିନାମା। ନୂଆଦିଲ୍ଲୀ (ଡ଼ିକେ ବ୍ୟୁରୋ): ଭାରତ ଏବଂ ରୁଷ ସରକାରଙ୍କ ମଧ୍ୟରେ ଗୋଟିଏ ଦେଶର ନାଗରିକଙ୍କ ଅନ୍ୟ ଦେଶର ଅଞ୍ଚଳରେ ଅସ୍ଥାୟୀ ଶ୍ରମ କାର୍ଯ୍ୟକଳାପ ଉପରେ ରାଜିନାମା। ବେଆଇନ ପ୍ରବାସର ମୁକାବିଲା କ୍ଷେତ୍ରରେ ସହଯୋଗ ପାଇଁ ଭାରତ ଏବଂ ରୁଷ ସରକାରଙ୍କ ମଧ୍ୟରେ ରାଜିନାମା। ସ୍ୱାସ୍ଥ୍ୟ ସେବା, ଚିକିତ୍ସା ଶିକ୍ଷା ଏବଂ ବିଜ୍ଞାନ କ୍ଷେତ୍ରରେ ସହଯୋଗ ପାଇଁ ଭାରତ ସରକାରଙ୍କ ସ୍ୱାସ୍ଥ୍ୟ ଓ ପରିବାର କଲ୍ୟାଣ ମନ୍ତ୍ରଣାଳୟ ଏବଂ ରୁଷ ସ୍ୱାସ୍ଥ୍ୟ ମନ୍ତ୍ରଣାଳୟ ମଧ୍ୟରେ ରାଜିନାମା। ନୂଆଦିଲ୍ଲୀ (ଡ଼ିକେ ବ୍ୟୁରୋ): ଭାରତ ଏବଂ ରୁଷ ସରକାରଙ୍କ ମଧ୍ୟରେ ଗୋଟିଏ ଦେଶର ନାଗରିକଙ୍କ ଅନ୍ୟ ଦେଶର bbox=[799, 494, 918, 883]
grievance-story bbox=[28, 559, 168, 783]
issue-info-strip bbox=[28, 166, 798, 196]
soil-day-headline: କୃଷି ବିଭାଗ ପକ୍ଷରୁ ରାଜ୍ୟସ୍ତରୀୟ ବିଶ୍ୱ ମୃତ୍ତିକା ଦିବସ ୨୦୨୫ ପାଳିତ bbox=[546, 896, 912, 965]
teachers-body-col1: ଭୁବନେଶ୍ୱର (ଡ଼ିକେ ବ୍ୟୁରୋ): ଶିକ୍ଷା ହେଉଛି ବିକାଶର ଅନ୍ୟତମ ମୂଳଦୁଆ। ବର୍ତ୍ତମାନ ଓ ସାମାଜିକ ବିକାଶ ଶିକ୍ଷକଙ୍କ ଉପରେ ନିର୍ଭର କରେ। ଶିକ୍ଷା ବିଭାଗ ଅଧୀନରେ ଥିବା ଶିକ୍ଷକମାନେ ସେମାନଙ୍କ ଦାବି ନେଇ ରାଜରାସ୍ତାରେ ଧାରଣା ଦେଇଛନ୍ତି। ଶିକ୍ଷା ପ୍ରତି ସରକାର ଏବଂ ପ୍ରଶାସନ ଦେଖାଉଥିବା ଅବହେଳା ନେଇ ସେମାନେ ଦାବିପତ୍ର ପ୍ରଦାନ କରିଛନ୍ତି। ଭୁବନେଶ୍ୱର (ଡ଼ିକେ ବ୍ୟୁରୋ): ଶିକ୍ଷା ହେଉଛି ବିକାଶର ଅନ୍ୟତମ ମୂଳଦୁଆ। ବର୍ତ୍ତମାନ ଓ ସାମାଜିକ ବିକାଶ ଶିକ୍ଷକଙ୍କ ଉପରେ ନିର୍ଭର କରେ। ଶିକ୍ଷା ବିଭାଗ ଅଧୀନରେ ଥିବା ଶିକ୍ଷକମାନେ ସେମାନଙ୍କ ଦାବି ନେଇ ରାଜରାସ୍ତାରେ ଧାରଣା ଦେଇଛନ୍ତି। ଶିକ୍ଷା ପ୍ରତି ସରକାର ଏବଂ ପ୍ରଶାସନ ଦେଖାଉଥିବା ଅବହେଳା ନେଇ bbox=[181, 613, 293, 782]
issue-info-row bbox=[28, 166, 916, 196]
tv-label: TV bbox=[838, 66, 862, 85]
land-body-col1: ଭୁବନେଶ୍ୱର,(ଡ଼ିକେ ବ୍ୟୁରୋ): ଜମିଜମା ସମ୍ବନ୍ଧୀୟ ସେବା ଓ ପ୍ରଶାସନିକ ସଂସ୍କାର, ମାଧ୍ୟମରେ ସରକାରୀ ସେବାକୁ ଜନସାଧାରଣଙ୍କ ପାଖରେ ପହଞ୍ଚାଇବା ପାଇଁ ରାଜସ୍ୱ ଓ ବିପର୍ଯ୍ୟୟ ପରିଚାଳନା ବିଭାଗ ସମ୍ମିଳନୀ କକ୍ଷରେ ଏକ ସମୀକ୍ଷା ବୈଠକ ଅନୁଷ୍ଠିତ ହୋଇଯାଇଛି। ରାଜସ୍ୱ ମନ୍ତ୍ରୀ ଶ୍ରୀ ସୁରେଶ ପୂଜାରୀ ଏହି ବୈଠକରେ ଅଧ୍ୟକ୍ଷତା କରିଥିଲେ। ଭୁବନେଶ୍ୱର,(ଡ଼ିକେ ବ୍ୟୁରୋ): ଜମିଜମା ସମ୍ବନ୍ଧୀୟ ସେବା ଓ ପ୍ରଶାସନିକ ସଂସ୍କାର, ମାଧ୍ୟମରେ ସରକାରୀ ସେବାକୁ ଜନସାଧାରଣଙ୍କ ପାଖରେ ପହଞ୍ଚାଇବା ପାଇଁ ରାଜସ୍ୱ ଓ ବିପର୍ଯ୍ୟୟ ପରିଚାଳନା ବିଭାଗ ସମ୍ମିଳନୀ କକ୍ଷରେ ଏକ ସମୀକ୍ଷା ବୈଠକ ଅନୁଷ୍ଠିତ ହୋଇଯାଇଛି। ରାଜସ୍ୱ ମନ୍ତ୍ରୀ ଶ୍ରୀ ସୁରେଶ ପୂଜାରୀ ଏହି ବୈଠକରେ ଅଧ୍ୟକ୍ଷତା କରିଥିଲେ। ଭୁବନେଶ୍ୱର,(ଡ଼ିକେ ବ୍ୟୁରୋ): ଜମିଜମା ସମ୍ବନ୍ଧୀୟ ସେବା ଓ ପ୍ରଶାସନିକ ସଂସ୍କାର, ମାଧ୍ୟମରେ ସରକାରୀ ସେବାକୁ ଜନସାଧାରଣଙ୍କ ପାଖରେ ପହଞ୍ଚାଇବା ପାଇଁ ରାଜସ୍ୱ ଓ ବିପର୍ଯ୍ୟୟ ପରିଚାଳନା ବିଭାଗ ସମ୍ମିଳନୀ କକ୍ଷରେ ଏକ ସମୀକ୍ଷା ବୈଠକ ଅନୁଷ୍ଠିତ ହୋଇଯାଇଛି। ରାଜସ୍ୱ ମନ୍ତ୍ରୀ ଶ୍ରୀ ସୁରେଶ ପୂଜାରୀ ଏହି ବୈଠକରେ ଅଧ୍ୟକ୍ଷତା କରିଥିଲେ। ଭୁବନେଶ୍ୱର,(ଡ଼ିକେ ବ୍ୟୁରୋ): ଜମିଜମା ସମ୍ବନ୍ଧୀୟ ସେବା ଓ ପ୍ରଶାସନିକ ସଂସ୍କାର, ମାଧ୍ୟମରେ ସରକାରୀ ସେବାକୁ ଜନସାଧାରଣଙ୍କ ପାଖରେ ପହଞ୍ଚାଇବା ପାଇଁ ରାଜସ୍ୱ ଓ ବିପର୍ଯ୍ୟୟ ପରିଚାଳନା ବିଭାଗ ସମ୍ମିଳନୀ କକ୍ଷରେ ଏକ ସମୀକ୍ଷା ବୈଠକ ଅନୁଷ୍ଠିତ ହୋଇଯାଇଛି। ରାଜସ୍ୱ ମନ୍ତ୍ରୀ ଶ୍ରୀ ସୁରେଶ ପୂଜାରୀ ଏହି ବୈଠକରେ ଅଧ୍ୟକ୍ଷତା କରିଥିଲେ। ଭୁବନେଶ୍ୱର,(ଡ଼ିକେ ବ୍ୟୁରୋ): ଜମିଜମା ସମ୍ବନ୍ଧୀୟ ସେବା ଓ ପ୍ରଶାସନିକ ସଂସ୍କାର, ମାଧ୍ୟମରେ ସରକାରୀ ସେବାକୁ ଜନସାଧାରଣଙ୍କ ପାଖରେ ପହଞ୍ଚାଇବା ପାଇଁ ରାଜସ୍ୱ ଓ ବିପର୍ଯ୍ୟୟ ପରିଚାଳନା ବିଭାଗ ସମ୍ମିଳନୀ କକ୍ଷରେ ଏକ ସମୀକ୍ଷା ବୈଠକ ଅନୁଷ୍ଠିତ ହୋଇଯାଇଛି। ରାଜସ୍ୱ ମନ୍ତ୍ରୀ ଶ୍ରୀ ସୁରେଶ ପୂଜାରୀ ଏହି ବୈଠକରେ ଅଧ୍ୟକ୍ଷତା କରିଥିଲେ। ଭୁବନେଶ୍ୱର,(ଡ଼ିକେ ବ୍ୟୁରୋ): ଜମିଜମା ସମ୍ବନ୍ଧୀୟ ସେବା ଓ ପ୍ରଶାସନିକ ସଂସ୍କାର, ମାଧ୍ୟମରେ ସରକାରୀ ସେବାକୁ ଜନସାଧାରଣଙ୍କ ପାଖରେ ପହଞ୍ଚାଇବା ପାଇଁ ରାଜସ୍ୱ ଓ ବିପର୍ଯ୍ୟୟ ପରିଚାଳନା ବିଭାଗ ସମ୍ମିଳନୀ କକ୍ଷରେ ଏକ ସମୀକ୍ଷା ବୈଠକ ଅନୁଷ୍ଠିତ ହୋଇଯାଇଛି। ରାଜସ୍ୱ ମନ୍ତ୍ରୀ ଶ୍ରୀ ସୁରେଶ ପୂଜାରୀ ଏହି ବୈଠକରେ ଅଧ୍ୟକ୍ଷତା କରିଥିଲେ। bbox=[28, 942, 173, 1361]
divider bbox=[366, 174, 367, 188]
facebook-icon[interactable]: f bbox=[815, 176, 835, 194]
russia-story bbox=[540, 353, 918, 884]
masthead-english-sub: (Odia Daily) bbox=[444, 136, 506, 146]
land-columns bbox=[179, 1113, 528, 1483]
masthead-subtitle: ଭୁବନେଶ୍ୱର ଓ କେନ୍ଦୁଝରରୁ ଏକ ସଙ୍ଗେ ପ୍ରକାଶିତ bbox=[471, 152, 649, 162]
second-row bbox=[28, 559, 528, 783]
website-link[interactable]: Visit us: www.dumanikhabar.in bbox=[520, 128, 669, 138]
russia-body-col1: ନୂଆଦିଲ୍ଲୀ (ଡ଼ିକେ ବ୍ୟୁରୋ): ଭାରତ ଏବଂ ରୁଷ ସରକାରଙ୍କ ମଧ୍ୟରେ ଗୋଟିଏ ଦେଶର ନାଗରିକଙ୍କ ଅନ୍ୟ ଦେଶର ଅଞ୍ଚଳରେ ଅସ୍ଥାୟୀ ଶ୍ରମ କାର୍ଯ୍ୟକଳାପ ଉପରେ ରାଜିନାମା। ବେଆଇନ ପ୍ରବାସର ମୁକାବିଲା କ୍ଷେତ୍ରରେ ସହଯୋଗ ପାଇଁ ଭାରତ ଏବଂ ରୁଷ ସରକାରଙ୍କ ମଧ୍ୟରେ ରାଜିନାମା। ସ୍ୱାସ୍ଥ୍ୟ ସେବା, ଚିକିତ୍ସା ଶିକ୍ଷା ଏବଂ ବିଜ୍ଞାନ କ୍ଷେତ୍ରରେ ସହଯୋଗ ପାଇଁ ଭାରତ ସରକାରଙ୍କ ସ୍ୱାସ୍ଥ୍ୟ ଓ ପରିବାର କଲ୍ୟାଣ ମନ୍ତ୍ରଣାଳୟ ଏବଂ ରୁଷ ସ୍ୱାସ୍ଥ୍ୟ ମନ୍ତ୍ରଣାଳୟ ମଧ୍ୟରେ ରାଜିନାମା। ନୂଆଦିଲ୍ଲୀ (ଡ଼ିକେ ବ୍ୟୁରୋ): ଭାରତ ଏବଂ ରୁଷ ସରକାରଙ୍କ ମଧ୍ୟରେ ଗୋଟିଏ ଦେଶର ନାଗରିକଙ୍କ ଅନ୍ୟ ଦେଶର ଅଞ୍ଚଳରେ ଅସ୍ଥାୟୀ ଶ୍ରମ କାର୍ଯ୍ୟକଳାପ ଉପରେ ରାଜିନାମା। ବେଆଇନ ପ୍ରବାସର ମୁକାବିଲା କ୍ଷେତ୍ରରେ ସହଯୋଗ ପାଇଁ ଭାରତ ଏବଂ ରୁଷ ସରକାରଙ୍କ ମଧ୍ୟରେ ରାଜିନାମା। ସ୍ୱାସ୍ଥ୍ୟ ସେବା, ଚିକିତ୍ସା ଶିକ୍ଷା ଏବଂ ବିଜ୍ଞାନ କ୍ଷେତ୍ରରେ ସହଯୋଗ ପାଇଁ ଭାରତ ସରକାରଙ୍କ ସ୍ୱାସ୍ଥ୍ୟ ଓ ପରିବାର କଲ୍ୟାଣ ମନ୍ତ୍ରଣାଳୟ ଏବଂ ରୁଷ ସ୍ୱାସ୍ଥ୍ୟ ମନ୍ତ୍ରଣାଳୟ ମଧ୍ୟରେ ରାଜିନାମା। ନୂଆଦିଲ୍ଲୀ (ଡ଼ିକେ ବ୍ୟୁରୋ): ଭାରତ ଏବଂ ରୁଷ ସରକାରଙ୍କ ମଧ୍ୟରେ ଗୋଟିଏ ଦେଶର ନାଗରିକଙ୍କ ଅନ୍ୟ ଦେଶର ଅଞ୍ଚଳରେ ଅସ୍ଥାୟୀ ଶ୍ରମ କାର୍ଯ୍ୟକଳାପ ଉପରେ ରାଜିନାମା। ବେଆଇନ ପ୍ରବାସର ମୁକାବିଲା କ୍ଷେତ୍ରରେ ସହଯୋଗ ପାଇଁ ଭାରତ ଏବଂ ରୁଷ ସରକାରଙ୍କ ମଧ୍ୟରେ ରାଜିନାମା। ସ୍ୱାସ୍ଥ୍ୟ ସେବା, ଚିକିତ୍ସା ଶିକ୍ଷା ଏବଂ ବିଜ୍ଞାନ କ୍ଷେତ୍ରରେ ସହଯୋଗ ପାଇଁ ଭାରତ ସରକାରଙ୍କ ସ୍ୱାସ୍ଥ୍ୟ ଓ ପରିବାର କଲ୍ୟାଣ ମନ୍ତ୍ରଣାଳୟ ଏବଂ ରୁଷ ସ୍ୱାସ୍ଥ୍ୟ ମନ୍ତ୍ରଣାଳୟ ମଧ୍ୟରେ ରାଜିନାମା। ନୂଆଦିଲ୍ଲୀ (ଡ଼ିକେ ବ୍ୟୁରୋ): ଭାରତ ଏବଂ ରୁଷ ସରକାରଙ୍କ ମଧ୍ୟରେ ଗୋଟିଏ ଦେଶର ନାଗରିକଙ୍କ ଅନ୍ୟ ଦେଶର ଅଞ୍ଚଳରେ ଅସ୍ଥାୟୀ ଶ୍ରମ କାର୍ଯ୍ୟକଳାପ ଉପରେ ରାଜିନାମା। ବେଆଇନ ପ୍ରବାସର ମୁକାବିଲା କ୍ଷେତ୍ରରେ ସହଯୋଗ ପାଇଁ ଭାରତ ଏବଂ ରୁଷ ସରକାରଙ୍କ ମଧ୍ୟରେ ରାଜିନାମା। ସ୍ୱାସ୍ଥ୍ୟ ସେବା, ଚିକିତ୍ସା ଶିକ୍ଷା ଏବଂ ବିଜ୍ଞାନ କ୍ଷେତ୍ରରେ ସହଯୋଗ ପାଇଁ ଭାରତ ସରକାରଙ୍କ ସ୍ୱାସ୍ଥ୍ୟ ଓ ପରିବାର କଲ୍ୟାଣ ମନ୍ତ୍ରଣାଳୟ ଏବଂ ରୁଷ ସ୍ୱାସ୍ଥ୍ୟ ମନ୍ତ୍ରଣାଳୟ ମଧ୍ୟରେ ରାଜିନାମା। ନୂଆଦିଲ୍ଲୀ (ଡ଼ିକେ ବ୍ୟୁରୋ): ଭାରତ ଏବଂ ରୁଷ ସରକାରଙ୍କ ମଧ୍ୟରେ ଗୋଟିଏ ଦେଶର ନାଗରିକଙ୍କ ଅନ୍ୟ ଦେଶର ଅଞ୍ଚଳରେ ଅସ୍ଥାୟୀ ଶ୍ରମ କାର୍ଯ୍ୟକଳାପ ଉପରେ ରାଜିନାମା। ବେଆଇନ ପ୍ରବାସର ମୁକାବିଲା କ୍ଷେତ୍ରରେ ସହଯୋଗ ପାଇଁ ଭାରତ ଏବଂ ରୁଷ ସରକାରଙ୍କ ମଧ୍ୟରେ ରାଜିନାମା। ସ୍ୱାସ୍ଥ୍ୟ ସେବା, ଚିକିତ୍ସା ଶିକ୍ଷା ଏବଂ ବିଜ୍ଞାନ କ୍ଷେତ୍ରରେ ସହଯୋଗ ପାଇଁ ଭାରତ ସରକାରଙ୍କ ସ୍ୱାସ୍ଥ୍ୟ ଓ ପରିବାର bbox=[540, 353, 668, 882]
page-content bbox=[28, 215, 918, 1483]
column-divider bbox=[174, 559, 175, 783]
follow-us-label: Follow us: bbox=[841, 167, 877, 174]
masthead-english bbox=[300, 128, 505, 147]
